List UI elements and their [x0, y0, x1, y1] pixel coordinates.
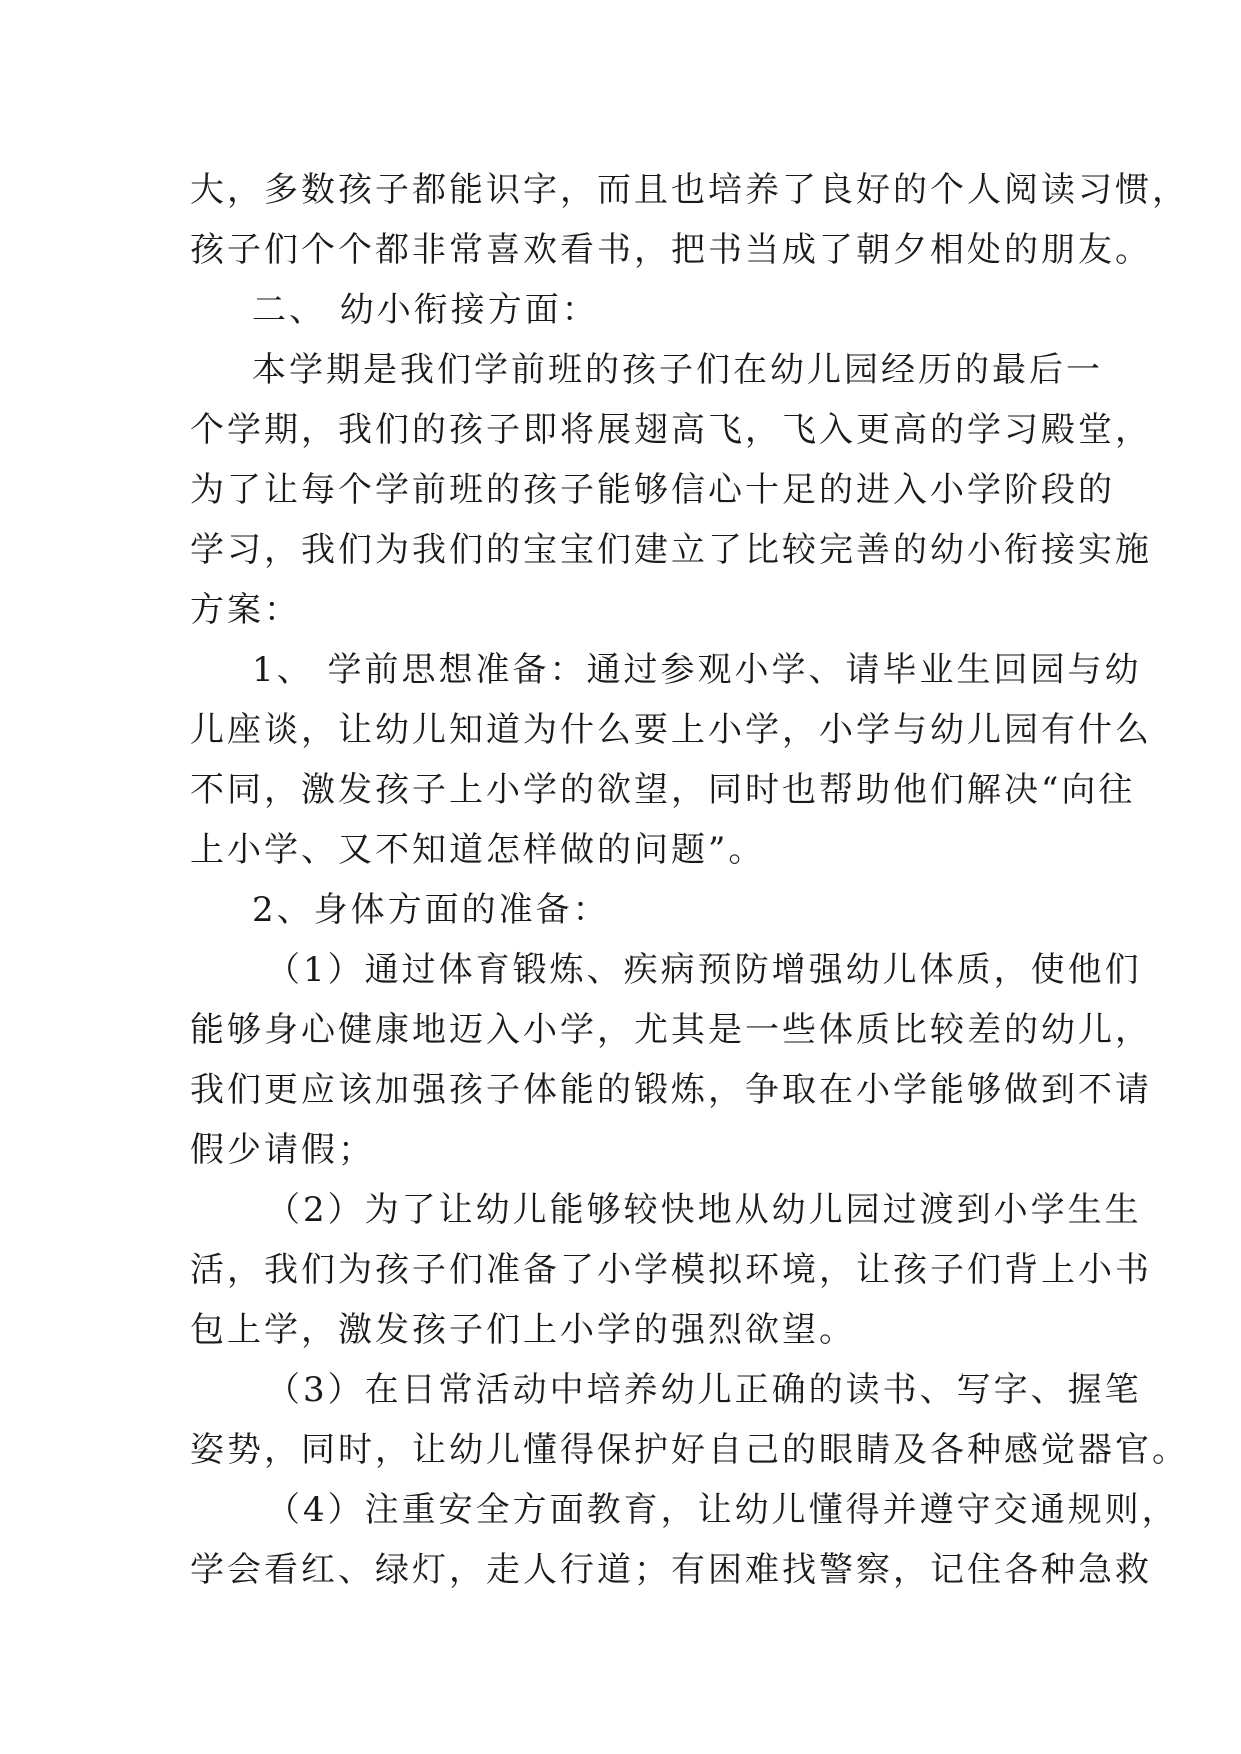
section-heading: 二、 幼小衔接方面： — [252, 290, 599, 330]
text-line: （3）在日常活动中培养幼儿正确的读书、写字、握笔 — [266, 1370, 1142, 1410]
list-item-heading: 2、身体方面的准备： — [252, 890, 610, 930]
text-line: 孩子们个个都非常喜欢看书，把书当成了朝夕相处的朋友。 — [190, 230, 1152, 270]
text-line: 上小学、又不知道怎样做的问题”。 — [190, 830, 766, 870]
document-body — [190, 160, 1189, 1600]
text-line: 为了让每个学前班的孩子能够信心十足的进入小学阶段的 — [190, 470, 1115, 510]
text-line: 我们更应该加强孩子体能的锻炼，争取在小学能够做到不请 — [190, 1070, 1152, 1110]
text-line: 大，多数孩子都能识字，而且也培养了良好的个人阅读习惯， — [190, 170, 1189, 210]
text-line: 个学期，我们的孩子即将展翅高飞，飞入更高的学习殿堂， — [190, 410, 1152, 450]
text-line: 活，我们为孩子们准备了小学模拟环境，让孩子们背上小书 — [190, 1250, 1152, 1290]
text-line: 不同，激发孩子上小学的欲望，同时也帮助他们解决“向往 — [190, 770, 1136, 810]
text-line: 方案： — [190, 590, 301, 630]
list-item-heading: 1、 学前思想准备：通过参观小学、请毕业生回园与幼 — [252, 650, 1142, 690]
text-line: 能够身心健康地迈入小学，尤其是一些体质比较差的幼儿， — [190, 1010, 1152, 1050]
text-line: 学习，我们为我们的宝宝们建立了比较完善的幼小衔接实施 — [190, 530, 1152, 570]
text-line: 儿座谈，让幼儿知道为什么要上小学，小学与幼儿园有什么 — [190, 710, 1152, 750]
text-line: 学会看红、绿灯，走人行道；有困难找警察，记住各种急救 — [190, 1550, 1152, 1590]
text-line: （4）注重安全方面教育，让幼儿懂得并遵守交通规则， — [266, 1490, 1179, 1530]
text-line: （2）为了让幼儿能够较快地从幼儿园过渡到小学生生 — [266, 1190, 1142, 1230]
text-line: 包上学，激发孩子们上小学的强烈欲望。 — [190, 1310, 856, 1350]
text-line: （1）通过体育锻炼、疾病预防增强幼儿体质，使他们 — [266, 950, 1142, 990]
text-line: 姿势，同时，让幼儿懂得保护好自己的眼睛及各种感觉器官。 — [190, 1430, 1189, 1470]
text-line: 假少请假； — [190, 1130, 375, 1170]
text-line: 本学期是我们学前班的孩子们在幼儿园经历的最后一 — [252, 350, 1103, 390]
